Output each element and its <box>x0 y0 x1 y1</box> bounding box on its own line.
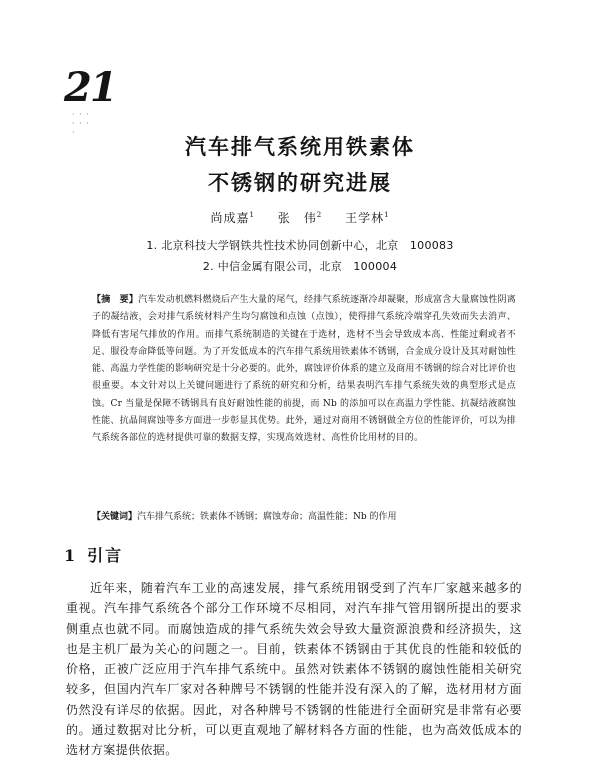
paper-title-line-1: 汽车排气系统用铁素体 <box>185 134 415 159</box>
section-number: 1 <box>64 546 78 565</box>
author-name: 王学林 <box>345 211 385 225</box>
keywords <box>92 509 516 526</box>
abstract-text: 汽车发动机燃料燃烧后产生大量的尾气，经排气系统逐渐冷却凝聚，形成富含大量腐蚀性阴离子的凝结液，会对排气系统材料产生均匀腐蚀和点蚀（点蚀），使得排气系统冷端穿孔失效而失去消声、降低有害尾气排放的作用。而排气系统制造的关键在于选材，选材不当会导致成本高、性能过剩或者不足、服役寿命降低等问题。为了开发低成本的汽车排气系统用铁素体不锈钢，合金成分设计及其对耐蚀性能、高温力学性能的影响研究是十分必要的。此外，腐蚀评价体系的建立及商用不锈钢的综合对比评价也很重要。本文针对以上关键问题进行了系统的研究和分析，结果表明汽车排气系统失效的典型形式是点蚀。Cr 当量是保障不锈钢具有良好耐蚀性能的前提，而 Nb 的添加可以在高温力学性能、抗凝结液腐蚀性能、抗晶间腐蚀等多方面进一步彰显其优势。此外，通过对商用不锈钢做全方位的性能评价，可以为排气系统各部位的选材提供可靠的数据支撑，实现高效选材、高性价比用材的目的。 <box>92 295 516 444</box>
abstract-label: 【摘 要】 <box>92 295 139 305</box>
affiliation-2: 2. 中信金属有限公司，北京 100004 <box>202 260 398 273</box>
keywords-label: 【关键词】 <box>92 512 138 522</box>
section-heading <box>64 543 123 566</box>
introduction-paragraph: 近年来，随着汽车工业的高速发展，排气系统用钢受到了汽车厂家越来越多的重视。汽车排气系统各个部分工作环境不尽相同，对汽车排气管用钢所提出的要求侧重点也就不同。而腐蚀造成的排气系统失效会导致大量资源浪费和经济损失，这也是主机厂最为关心的问题之一。目前，铁素体不锈钢由于其优良的性能和较低的价格，正被广泛应用于汽车排气系统中。虽然对铁素体不锈钢的腐蚀性能相关研究较多，但国内汽车厂家对各种牌号不锈钢的性能并没有深入的了解，选材用材方面仍然没有详尽的依据。因此，对各种牌号不锈钢的性能进行全面研究是非常有必要的。通过数据对比分析，可以更直观地了解材料各方面的性能，也为高效低成本的选材方案提供依据。 <box>66 581 522 758</box>
author <box>345 211 389 225</box>
section-title: 引言 <box>87 546 124 565</box>
chapter-number-ornament: · · · · · · · <box>72 110 90 137</box>
author <box>278 211 322 225</box>
affiliation-1: 1. 北京科技大学钢铁共性技术协同创新中心，北京 100083 <box>146 239 454 252</box>
chapter-number: 21 <box>64 64 116 111</box>
author-affiliation-mark: 1 <box>384 211 390 219</box>
paper-title-line-2: 不锈钢的研究进展 <box>208 170 392 195</box>
author-name: 张 伟 <box>277 211 317 225</box>
author <box>210 211 254 225</box>
author-affiliation-mark: 2 <box>316 211 323 219</box>
author-affiliation-mark: 1 <box>249 211 255 219</box>
abstract <box>92 292 516 448</box>
keywords-text: 汽车排气系统；铁素体不锈钢；腐蚀寿命；高温性能；Nb 的作用 <box>137 512 397 522</box>
author-list <box>0 209 600 226</box>
author-name: 尚成嘉 <box>210 211 250 225</box>
